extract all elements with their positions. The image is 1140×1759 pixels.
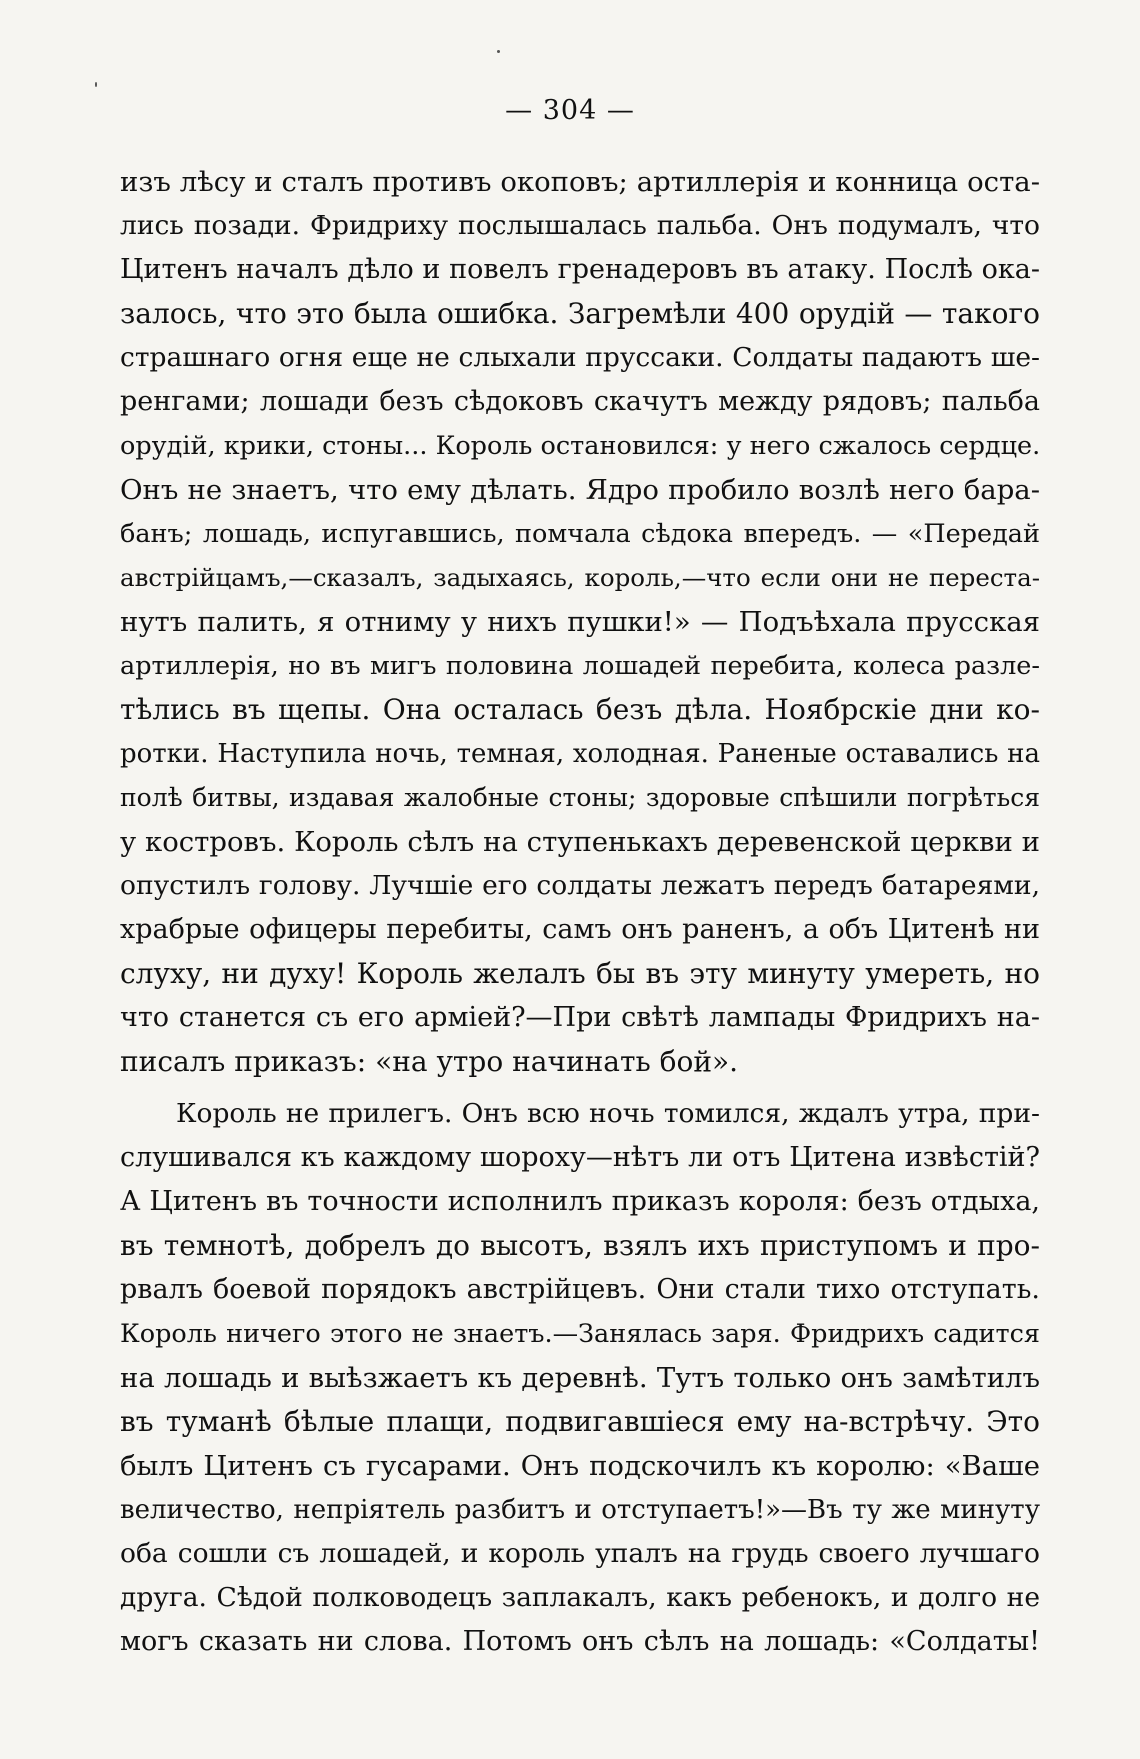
text-line: рвалъ боевой порядокъ австрійцевъ. Они стали тихо отступать. [120,1274,1040,1305]
text-line: могъ сказать ни слова. Потомъ онъ сѣлъ на лошадь: «Солдаты! [120,1626,1040,1657]
text-line: слушивался къ каждому шороху—нѣтъ ли отъ Цитена извѣстій? [120,1142,1040,1173]
text-line: храбрые офицеры перебиты, самъ онъ раненъ, а объ Цитенѣ ни [120,914,1040,945]
text-line: нутъ палить, я отниму у нихъ пушки!» — Подъѣхала прусская [120,606,1040,638]
text-line: тѣлись въ щепы. Она осталась безъ дѣла. Ноябрскіе дни ко- [120,693,1040,726]
text-line: опустилъ голову. Лучшіе его солдаты лежатъ передъ батареями, [120,870,1040,901]
text-line: А Цитенъ въ точности исполнилъ приказъ короля: безъ отдыха, [120,1186,1040,1217]
text-line: лись позади. Фридриху послышалась пальба. Онъ подумалъ, что [120,210,1040,241]
text-line: Онъ не знаетъ, что ему дѣлать. Ядро пробило возлѣ него бара- [120,474,1040,506]
text-line: страшнаго огня еще не слыхали пруссаки. Солдаты падаютъ ше- [120,342,1040,373]
print-speck [95,82,97,87]
text-line: Цитенъ началъ дѣло и повелъ гренадеровъ въ атаку. Послѣ ока- [120,254,1040,285]
text-line: въ темнотѣ, добрелъ до высотъ, взялъ ихъ приступомъ и про- [120,1229,1040,1262]
text-line: артиллерія, но въ мигъ половина лошадей перебита, колеса разле- [120,651,1040,681]
body-text [120,160,1040,1664]
text-line: банъ; лошадь, испугавшись, помчала сѣдока впередъ. — «Передай [120,519,1040,549]
print-speck [497,50,500,53]
text-line: полѣ битвы, издавая жалобные стоны; здоровые спѣшили погрѣться [120,783,1040,812]
text-line: что станется съ его арміей?—При свѣтѣ лампады Фридрихъ на- [120,1002,1040,1033]
text-line: былъ Цитенъ съ гусарами. Онъ подскочилъ къ королю: «Ваше [120,1450,1040,1482]
paragraph-1 [120,160,1040,1084]
text-line: изъ лѣсу и сталъ противъ окоповъ; артиллерія и конница оста- [120,166,1040,198]
text-line: залось, что это была ошибка. Загремѣли 400 орудій — такого [120,297,1040,330]
paragraph-2 [120,1092,1040,1664]
text-line: Король не прилегъ. Онъ всю ночь томился, ждалъ утра, при- [176,1098,1040,1129]
text-line: Король ничего этого не знаетъ.—Занялась заря. Фридрихъ садится [120,1319,1040,1349]
text-line: слуху, ни духу! Король желалъ бы въ эту минуту умереть, но [120,957,1040,990]
text-line: въ туманѣ бѣлые плащи, подвигавшіеся ему на-встрѣчу. Это [120,1405,1040,1438]
text-line: орудій, крики, стоны... Король остановился: у него сжалось сердце. [120,431,1040,461]
text-line: австрійцамъ,—сказалъ, задыхаясь, король,—что если они не переста- [120,563,1040,592]
text-line: ротки. Наступила ночь, темная, холодная. Раненые оставались на [120,739,1040,769]
page-number: — 304 — [505,95,635,126]
text-line: друга. Сѣдой полководецъ заплакалъ, какъ ребенокъ, и долго не [120,1582,1040,1613]
paragraph-gap [120,1084,1040,1092]
text-line: ренгами; лошади безъ сѣдоковъ скачутъ между рядовъ; пальба [120,386,1040,417]
text-line: писалъ приказъ: «на утро начинать бой». [120,1045,739,1078]
text-line: у костровъ. Король сѣлъ на ступенькахъ деревенской церкви и [120,826,1040,858]
text-line: оба сошли съ лошадей, и король упалъ на грудь своего лучшаго [120,1538,1040,1569]
text-line: величество, непріятель разбитъ и отступаетъ!»—Въ ту же минуту [120,1495,1040,1525]
text-line: на лошадь и выѣзжаетъ къ деревнѣ. Тутъ только онъ замѣтилъ [120,1362,1040,1394]
